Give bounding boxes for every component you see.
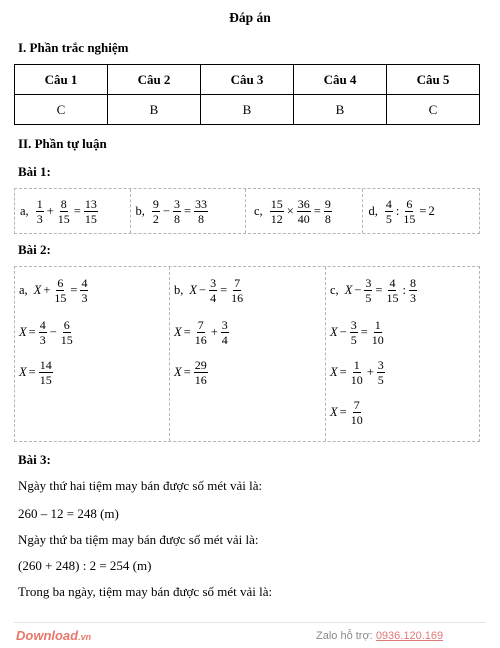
bai2-a-line2: X = $\frac{4}{3}$ − $\frac{6}{15}$: [19, 318, 73, 347]
zalo-support: Zalo hỗ trợ: 0936.120.169: [316, 630, 444, 642]
footer-divider: [14, 622, 486, 623]
bai3-line: (260 + 248) : 2 = 254 (m): [18, 558, 152, 573]
fraction: $\frac{4}{15}$: [386, 276, 399, 305]
bai3-line: Ngày thứ hai tiệm may bán được số mét vải là:: [18, 478, 263, 493]
fraction: $\frac{4}{3}$: [81, 276, 88, 305]
fraction: $\frac{6}{15}$: [60, 318, 73, 347]
fraction: $\frac{7}{16}$: [194, 318, 207, 347]
fraction: $\frac{1}{10}$: [371, 318, 384, 347]
fraction: $\frac{7}{16}$: [231, 276, 244, 305]
fraction: $\frac{3}{4}$: [221, 318, 228, 347]
bai1-cell-a: [15, 189, 131, 233]
download-logo[interactable]: Download.vn: [16, 628, 92, 643]
page-title: Đáp án: [229, 10, 271, 25]
fraction: $\frac{9}{8}$: [324, 197, 331, 226]
bai2-cell-b: [170, 267, 326, 441]
table-header-cell: Câu 2: [108, 65, 201, 95]
fraction: $\frac{6}{15}$: [403, 197, 416, 226]
bai2-grid: [14, 266, 480, 442]
fraction: $\frac{9}{2}$: [152, 197, 159, 226]
bai1-grid: [14, 188, 480, 234]
table-header-row: [15, 65, 480, 95]
bai3-line: 260 – 12 = 248 (m): [18, 506, 119, 521]
fraction: $\frac{4}{3}$: [39, 318, 46, 347]
fraction: $\frac{36}{40}$: [297, 197, 310, 226]
fraction: $\frac{1}{3}$: [36, 197, 43, 226]
bai2-c-line4: X = $\frac{7}{10}$: [330, 398, 363, 427]
fraction: $\frac{3}{4}$: [210, 276, 217, 305]
fraction: $\frac{3}{5}$: [365, 276, 372, 305]
bai3-line: Trong ba ngày, tiệm may bán được số mét vải là:: [18, 584, 273, 599]
bai2-c-line1: c, X − $\frac{3}{5}$ = $\frac{4}{15}$ : $\frac{8}{3}$: [330, 276, 416, 305]
answer-cell: B: [201, 95, 294, 125]
bai1-a-equation: a, $\frac{1}{3}$ + $\frac{8}{15}$ = $\frac{13}{15}$: [20, 197, 97, 226]
fraction: $\frac{33}{8}$: [195, 197, 207, 226]
fraction: $\frac{7}{10}$: [350, 398, 363, 427]
table-header-cell: Câu 5: [387, 65, 480, 95]
part2-heading: II. Phần tự luận: [18, 136, 107, 151]
bai1-d-equation: d, $\frac{4}{5}$ : $\frac{6}{15}$ = 2: [368, 197, 435, 226]
table-header-cell: Câu 1: [15, 65, 108, 95]
bai2-b-line1: b, X − $\frac{3}{4}$ = $\frac{7}{16}$: [174, 276, 244, 305]
fraction: $\frac{15}{12}$: [270, 197, 283, 226]
bai1-b-equation: b, $\frac{9}{2}$ − $\frac{3}{8}$ = $\frac{33}{8}$: [135, 197, 207, 226]
bai3-heading: Bài 3:: [18, 452, 51, 467]
bai1-cell-d: [363, 189, 480, 233]
table-header-cell: Câu 4: [294, 65, 387, 95]
bai1-c-equation: c, $\frac{15}{12}$ × $\frac{36}{40}$ = $\frac{9}{8}$: [254, 197, 331, 226]
fraction: $\frac{14}{15}$: [39, 358, 52, 387]
answer-cell: B: [294, 95, 387, 125]
fraction: $\frac{1}{10}$: [350, 358, 363, 387]
table-header-cell: Câu 3: [201, 65, 294, 95]
fraction: $\frac{4}{5}$: [385, 197, 392, 226]
bai2-b-line2: X = $\frac{7}{16}$ + $\frac{3}{4}$: [174, 318, 228, 347]
bai1-cell-c: [246, 189, 363, 233]
answer-table: [14, 64, 480, 125]
fraction: $\frac{8}{15}$: [57, 197, 70, 226]
phone-link[interactable]: 0936.120.169: [375, 630, 444, 642]
bai1-cell-b: [131, 189, 247, 233]
bai3-line: Ngày thứ ba tiệm may bán được số mét vải là:: [18, 532, 259, 547]
answer-cell: C: [387, 95, 480, 125]
fraction: $\frac{6}{15}$: [54, 276, 67, 305]
fraction: $\frac{3}{5}$: [377, 358, 384, 387]
table-row: [15, 95, 480, 125]
part1-heading: I. Phần trắc nghiệm: [18, 40, 129, 55]
answer-cell: C: [15, 95, 108, 125]
answer-cell: B: [108, 95, 201, 125]
bai2-cell-c: [326, 267, 479, 441]
bai2-heading: Bài 2:: [18, 242, 51, 257]
bai1-heading: Bài 1:: [18, 164, 51, 179]
fraction: $\frac{8}{3}$: [409, 276, 416, 305]
fraction: $\frac{3}{5}$: [350, 318, 357, 347]
fraction: $\frac{13}{15}$: [84, 197, 97, 226]
bai2-a-line3: X = $\frac{14}{15}$: [19, 358, 52, 387]
bai2-cell-a: [15, 267, 170, 441]
bai2-c-line3: X = $\frac{1}{10}$ + $\frac{3}{5}$: [330, 358, 384, 387]
fraction: $\frac{29}{16}$: [194, 358, 207, 387]
bai2-b-line3: X = $\frac{29}{16}$: [174, 358, 207, 387]
bai2-c-line2: X − $\frac{3}{5}$ = $\frac{1}{10}$: [330, 318, 384, 347]
bai2-a-line1: a, X + $\frac{6}{15}$ = $\frac{4}{3}$: [19, 276, 88, 305]
fraction: $\frac{3}{8}$: [173, 197, 180, 226]
